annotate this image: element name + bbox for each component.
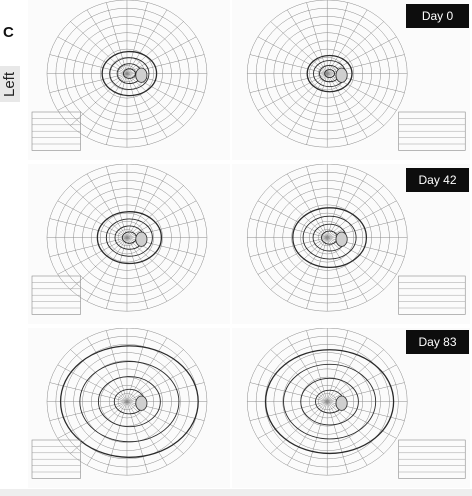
grid-meridian [327, 74, 384, 126]
grid-meridian [327, 3, 348, 74]
grid-meridian [127, 402, 184, 454]
grid-meridian [271, 22, 328, 74]
grid-meridian [327, 186, 384, 238]
grid-meridian [70, 350, 127, 402]
grid-meridian [306, 167, 327, 238]
perimetry-grid-svg [28, 164, 230, 324]
visual-field-chart-left-day-42 [28, 164, 230, 324]
grid-group [247, 164, 407, 311]
grid-meridian [70, 74, 127, 126]
grid-meridian [250, 219, 327, 238]
grid-meridian [271, 74, 328, 126]
grid-meridian [306, 238, 327, 309]
panel-letter: C [3, 24, 14, 41]
grid-meridian [327, 74, 348, 145]
grid-meridian [250, 55, 327, 74]
blind-spot-mark [136, 232, 147, 246]
grid-meridian [327, 22, 384, 74]
day-tag-83: Day 83 [406, 330, 469, 354]
grid-meridian [127, 238, 148, 309]
grid-meridian [50, 55, 127, 74]
grid-meridian [106, 3, 127, 74]
grid-meridian [70, 402, 127, 454]
grid-meridian [127, 3, 148, 74]
grid-meridian [306, 3, 327, 74]
blind-spot-mark [136, 68, 147, 82]
perimetry-grid-svg [28, 0, 230, 160]
grid-meridian [327, 350, 384, 402]
blind-spot-mark [136, 396, 147, 410]
grid-meridian [70, 22, 127, 74]
grid-meridian [127, 74, 148, 145]
left-eye-label-text: Left [1, 71, 19, 97]
grid-group [47, 164, 207, 311]
grid-meridian [250, 74, 327, 93]
grid-group [247, 0, 407, 147]
perimetry-grid-svg [28, 328, 230, 488]
grid-meridian [106, 331, 127, 402]
grid-meridian [50, 74, 127, 93]
grid-meridian [327, 238, 348, 309]
grid-meridian [271, 186, 328, 238]
blind-spot-mark [336, 68, 347, 82]
grid-meridian [106, 74, 127, 145]
grid-meridian [106, 402, 127, 473]
grid-meridian [271, 238, 328, 290]
visual-field-chart-left-day-83 [28, 328, 230, 488]
grid-group [47, 328, 207, 475]
visual-field-chart-left-day-0 [28, 0, 230, 160]
blind-spot-mark [336, 232, 347, 246]
grid-meridian [327, 238, 384, 290]
blind-spot-mark [336, 396, 347, 410]
grid-group [47, 0, 207, 147]
bottom-strip [0, 489, 472, 496]
grid-meridian [127, 167, 148, 238]
day-tag-42: Day 42 [406, 168, 469, 192]
grid-meridian [327, 402, 384, 454]
day-tag-0: Day 0 [406, 4, 469, 28]
grid-meridian [250, 238, 327, 257]
grid-meridian [327, 167, 348, 238]
left-eye-label [0, 66, 20, 102]
grid-meridian [306, 74, 327, 145]
grid-meridian [127, 350, 184, 402]
